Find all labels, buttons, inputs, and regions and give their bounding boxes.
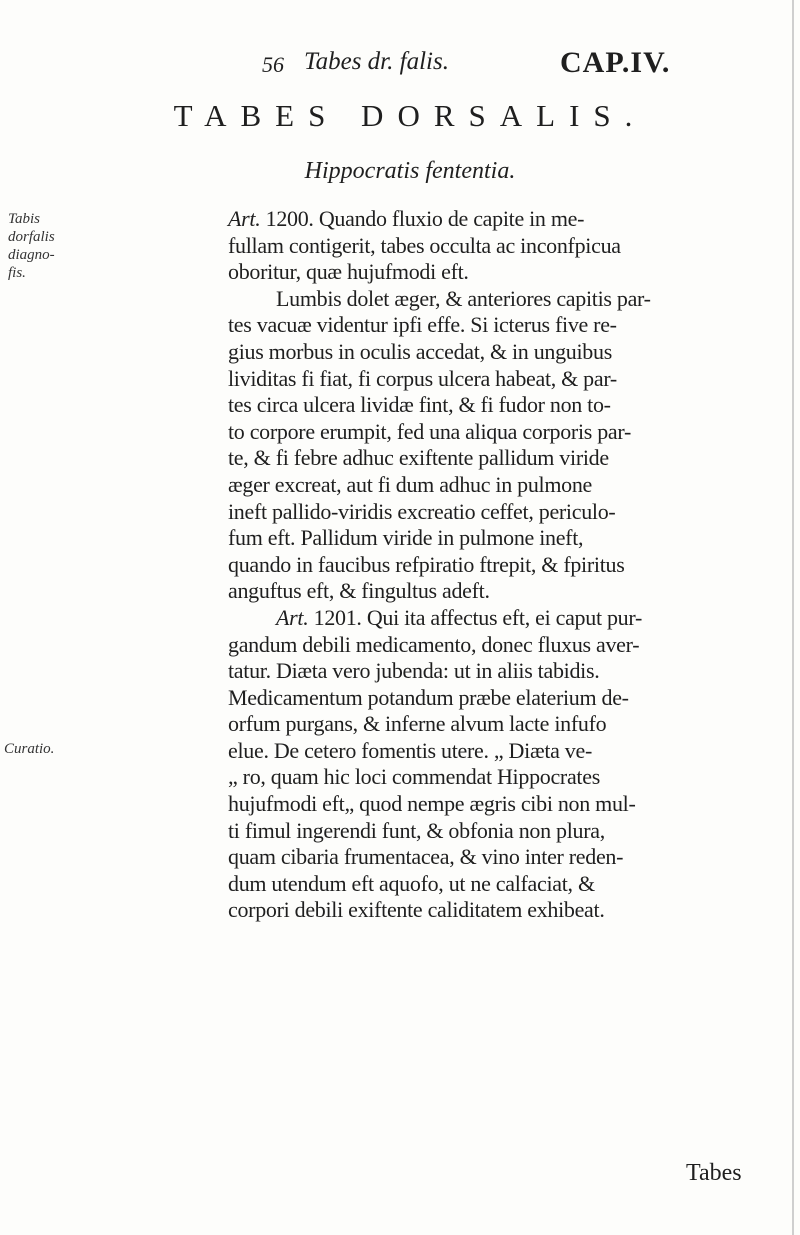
text-line [228,818,783,845]
text-line [228,233,783,260]
text-line [228,685,783,712]
text-line [228,259,783,286]
text-line [228,392,783,419]
line-text: corpori debili exiftente caliditatem exhibeat. [228,897,605,923]
catchword: Tabes [686,1160,742,1186]
running-title: Tabes dr. falis. [304,48,449,75]
section-subtitle: Hippocratis fententia. [304,158,516,184]
line-text: gandum debili medicamento, donec fluxus aver- [228,631,640,657]
line-text: 1201. Qui ita affectus eft, ei caput pur- [308,604,642,630]
line-text: elue. De cetero fomentis utere. „ Diæta ve- [228,737,592,763]
text-line [228,445,783,472]
text-line [228,871,783,898]
line-text: æger excreat, aut fi dum adhuc in pulmone [228,471,593,497]
text-line [228,738,783,765]
text-line [228,286,783,313]
line-text: 1200. Quando fluxio de capite in me- [260,206,585,231]
line-text: oboritur, quæ hujufmodi eft. [228,259,469,285]
article-mark: Art. [276,604,309,630]
text-line [228,206,783,233]
text-line [228,605,783,632]
page-number: 56 [262,52,284,77]
line-text: ineft pallido-viridis excreatio ceffet, periculo- [228,498,616,524]
line-text: to corpore erumpit, fed una aliqua corporis par- [228,418,631,444]
running-head [0,44,800,84]
margin-note-diagnosis: Tabis dorfalis diagno- fis. [8,211,55,281]
body-text [228,206,783,924]
margin-note-curatio: Curatio. [4,741,55,757]
text-line [228,632,783,659]
text-line [228,578,783,605]
line-text: Medicamentum potandum præbe elaterium de- [228,684,629,710]
line-text: orfum purgans, & inferne alvum lacte infufo [228,711,607,737]
text-line [228,472,783,499]
line-text: tes circa ulcera lividæ fint, & fi fudor non to- [228,392,611,418]
text-line [228,339,783,366]
chapter-label: CAP.IV. [560,46,671,79]
line-text: te, & fi febre adhuc exiftente pallidum viride [228,445,609,471]
text-line [228,499,783,526]
text-line [228,366,783,393]
page-edge [792,0,794,1235]
text-line [228,658,783,685]
text-line [228,897,783,924]
text-line [228,552,783,579]
line-text: fullam contigerit, tabes occulta ac inconfpicua [228,232,621,258]
article-mark: Art. [228,206,261,231]
line-text: „ ro, quam hic loci commendat Hippocrates [228,764,600,790]
line-text: quando in faucibus refpiratio ftrepit, & fpiritus [228,551,625,577]
section-title: TABES DORSALIS. [173,98,647,133]
text-line [228,525,783,552]
text-line [228,711,783,738]
text-line [228,419,783,446]
line-text: tes vacuæ videntur ipfi effe. Si icterus five re- [228,312,617,338]
line-text: hujufmodi eft„ quod nempe ægris cibi non mul- [228,791,636,817]
line-text: fum eft. Pallidum viride in pulmone ineft, [228,525,584,551]
line-text: Lumbis dolet æger, & anteriores capitis par- [276,285,651,311]
text-line [228,791,783,818]
text-line [228,844,783,871]
line-text: gius morbus in oculis accedat, & in unguibus [228,338,612,364]
line-text: ti fimul ingerendi funt, & obfonia non plura, [228,817,605,843]
line-text: quam cibaria frumentacea, & vino inter reden- [228,844,624,870]
line-text: lividitas fi fiat, fi corpus ulcera habeat, & par- [228,365,617,391]
line-text: anguftus eft, & fingultus adeft. [228,578,490,604]
text-line [228,312,783,339]
text-line [228,764,783,791]
line-text: dum utendum eft aquofo, ut ne calfaciat, & [228,870,595,896]
line-text: tatur. Diæta vero jubenda: ut in aliis tabidis. [228,658,600,684]
